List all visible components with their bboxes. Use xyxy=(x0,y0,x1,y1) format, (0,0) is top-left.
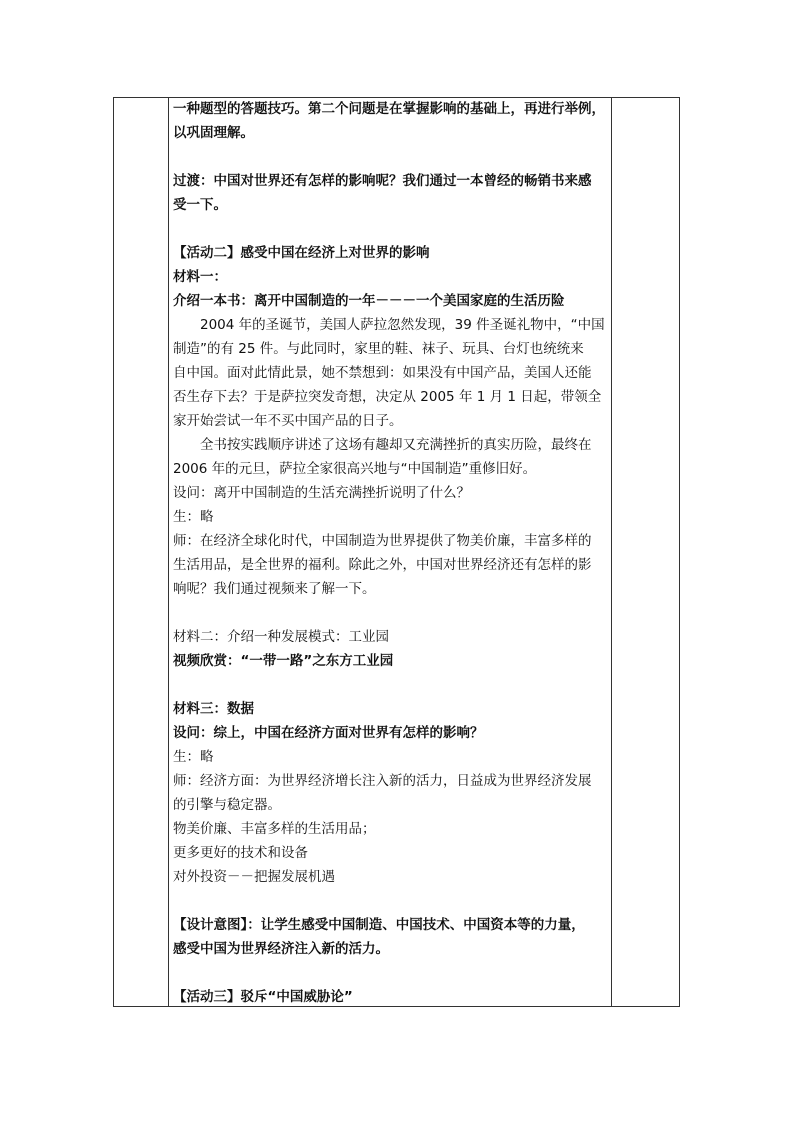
book-intro: 介绍一本书：离开中国制造的一年－－－一个美国家庭的生活历险 xyxy=(173,293,565,309)
story-paragraph-line: 否生存下去？于是萨拉突发奇想，决定从 2005 年 1 月 1 日起，带领全 xyxy=(173,389,602,405)
student-answer: 生：略 xyxy=(173,749,214,765)
summary-point: 更多更好的技术和设备 xyxy=(173,845,308,861)
material2-line: 材料二：介绍一种发展模式：工业园 xyxy=(173,629,389,645)
question-line: 设问：离开中国制造的生活充满挫折说明了什么？ xyxy=(173,485,470,501)
activity2-title: 【活动二】感受中国在经济上对世界的影响 xyxy=(173,245,430,261)
story-paragraph-line: 家开始尝试一年不买中国产品的日子。 xyxy=(173,413,403,429)
story-paragraph-line: 全书按实践顺序讲述了这场有趣却又充满挫折的真实历险，最终在 xyxy=(200,437,592,453)
activity3-title: 【活动三】驳斥“中国威胁论” xyxy=(173,989,353,1005)
table-column-divider xyxy=(611,97,612,1007)
transition-line: 过渡：中国对世界还有怎样的影响呢？我们通过一本曾经的畅销书来感 xyxy=(173,173,592,189)
video-line: 视频欣赏：“一带一路”之东方工业园 xyxy=(173,653,394,669)
material3-label: 材料三：数据 xyxy=(173,701,254,717)
summary-point: 对外投资－－把握发展机遇 xyxy=(173,869,335,885)
story-paragraph-line: 制造”的有 25 件。与此同时，家里的鞋、袜子、玩具、台灯也统统来 xyxy=(173,341,584,357)
story-paragraph-line: 自中国。面对此情此景，她不禁想到：如果没有中国产品，美国人还能 xyxy=(173,365,592,381)
design-intent-line: 感受中国为世界经济注入新的活力。 xyxy=(173,941,389,957)
transition-line: 受一下。 xyxy=(173,197,227,213)
lesson-content-cell xyxy=(173,97,607,1009)
student-answer: 生：略 xyxy=(173,509,214,525)
table-column-divider xyxy=(168,97,169,1007)
intro-line: 以巩固理解。 xyxy=(173,125,254,141)
teacher-line: 响呢？我们通过视频来了解一下。 xyxy=(173,581,376,597)
teacher-line: 师：在经济全球化时代，中国制造为世界提供了物美价廉，丰富多样的 xyxy=(173,533,592,549)
teacher-line: 的引擎与稳定器。 xyxy=(173,797,281,813)
story-paragraph-line: 2004 年的圣诞节，美国人萨拉忽然发现，39 件圣诞礼物中，“中国 xyxy=(200,317,605,333)
material1-label: 材料一： xyxy=(173,269,227,285)
summary-point: 物美价廉、丰富多样的生活用品； xyxy=(173,821,376,837)
teacher-line: 师：经济方面：为世界经济增长注入新的活力，日益成为世界经济发展 xyxy=(173,773,592,789)
teacher-line: 生活用品，是全世界的福利。除此之外，中国对世界经济还有怎样的影 xyxy=(173,557,592,573)
intro-line: 一种题型的答题技巧。第二个问题是在掌握影响的基础上，再进行举例， xyxy=(173,101,605,117)
design-intent-line: 【设计意图】：让学生感受中国制造、中国技术、中国资本等的力量， xyxy=(173,917,585,933)
story-paragraph-line: 2006 年的元旦，萨拉全家很高兴地与“中国制造”重修旧好。 xyxy=(173,461,537,477)
question-line: 设问：综上，中国在经济方面对世界有怎样的影响？ xyxy=(173,725,484,741)
